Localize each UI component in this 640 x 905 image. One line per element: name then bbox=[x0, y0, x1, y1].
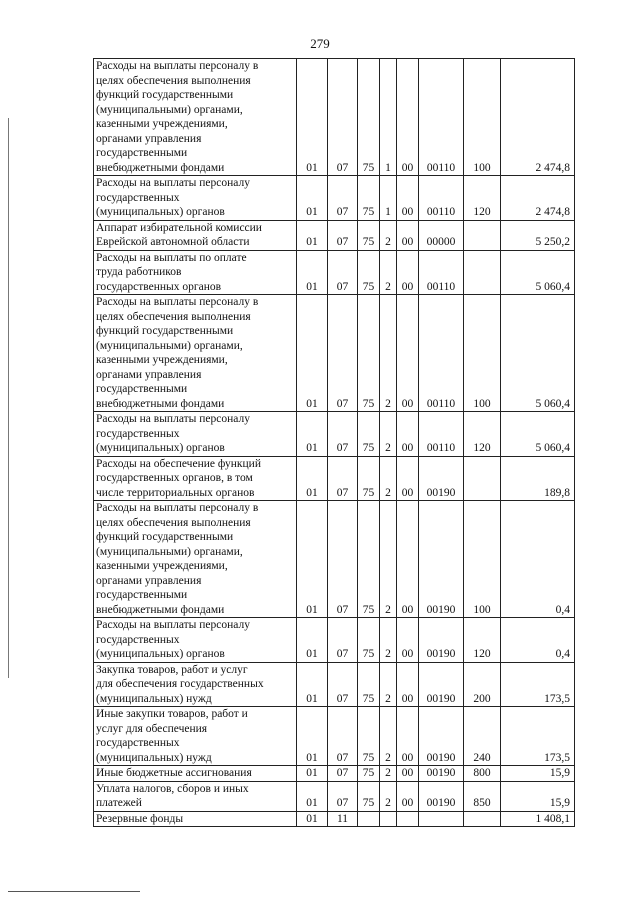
section-code: 01 bbox=[297, 456, 328, 501]
section-code: 01 bbox=[297, 295, 328, 412]
table-row bbox=[94, 811, 575, 827]
program-code: 75 bbox=[358, 250, 380, 295]
subsection-code: 07 bbox=[328, 456, 358, 501]
amount: 5 060,4 bbox=[501, 295, 575, 412]
section-code: 01 bbox=[297, 250, 328, 295]
subprogram-code: 1 bbox=[380, 176, 397, 221]
subsection-code: 07 bbox=[328, 220, 358, 250]
main-event-code: 00 bbox=[397, 501, 419, 618]
subprogram-code: 2 bbox=[380, 618, 397, 663]
row-name: Расходы на выплаты персоналу государственных (муниципальных) органов bbox=[94, 412, 297, 457]
table-row bbox=[94, 766, 575, 782]
amount: 0,4 bbox=[501, 501, 575, 618]
section-code: 01 bbox=[297, 176, 328, 221]
section-code: 01 bbox=[297, 766, 328, 782]
table-row bbox=[94, 176, 575, 221]
amount: 5 250,2 bbox=[501, 220, 575, 250]
program-code: 75 bbox=[358, 220, 380, 250]
table-row bbox=[94, 662, 575, 707]
program-code: 75 bbox=[358, 176, 380, 221]
subprogram-code: 2 bbox=[380, 766, 397, 782]
table-row bbox=[94, 781, 575, 811]
amount: 173,5 bbox=[501, 707, 575, 766]
direction-code: 00190 bbox=[419, 766, 464, 782]
program-code: 75 bbox=[358, 707, 380, 766]
direction-code: 00190 bbox=[419, 618, 464, 663]
table-row bbox=[94, 295, 575, 412]
subprogram-code: 2 bbox=[380, 250, 397, 295]
section-code: 01 bbox=[297, 811, 328, 827]
subprogram-code: 2 bbox=[380, 662, 397, 707]
subsection-code: 07 bbox=[328, 707, 358, 766]
subprogram-code: 2 bbox=[380, 295, 397, 412]
subsection-code: 07 bbox=[328, 781, 358, 811]
expense-type-code: 120 bbox=[464, 176, 501, 221]
direction-code: 00000 bbox=[419, 220, 464, 250]
subprogram-code: 2 bbox=[380, 456, 397, 501]
subprogram-code: 2 bbox=[380, 781, 397, 811]
main-event-code: 00 bbox=[397, 766, 419, 782]
row-name: Закупка товаров, работ и услуг для обеспечения государственных (муниципальных) нужд bbox=[94, 662, 297, 707]
amount: 5 060,4 bbox=[501, 412, 575, 457]
program-code: 75 bbox=[358, 501, 380, 618]
row-name: Расходы на выплаты персоналу государственных (муниципальных) органов bbox=[94, 176, 297, 221]
table-row bbox=[94, 59, 575, 176]
program-code: 75 bbox=[358, 662, 380, 707]
table-row bbox=[94, 412, 575, 457]
row-name: Иные закупки товаров, работ и услуг для обеспечения государственных (муниципальных) нужд bbox=[94, 707, 297, 766]
subsection-code: 07 bbox=[328, 501, 358, 618]
row-name: Расходы на выплаты персоналу в целях обеспечения выполнения функций государственными (муниципальными) органами, казенными учреждениями, органами управления государственными внебюджетными фондами bbox=[94, 295, 297, 412]
section-code: 01 bbox=[297, 501, 328, 618]
margin-line bbox=[8, 118, 9, 678]
amount: 2 474,8 bbox=[501, 59, 575, 176]
section-code: 01 bbox=[297, 618, 328, 663]
row-name: Аппарат избирательной комиссии Еврейской автономной области bbox=[94, 220, 297, 250]
direction-code: 00110 bbox=[419, 176, 464, 221]
main-event-code bbox=[397, 811, 419, 827]
program-code: 75 bbox=[358, 412, 380, 457]
subsection-code: 07 bbox=[328, 412, 358, 457]
amount: 15,9 bbox=[501, 781, 575, 811]
direction-code bbox=[419, 811, 464, 827]
expense-type-code: 120 bbox=[464, 618, 501, 663]
main-event-code: 00 bbox=[397, 250, 419, 295]
row-name: Расходы на выплаты персоналу в целях обеспечения выполнения функций государственными (муниципальными) органами, казенными учреждениями, органами управления государственными внебюджетными фондами bbox=[94, 59, 297, 176]
expense-type-code: 240 bbox=[464, 707, 501, 766]
expense-type-code: 800 bbox=[464, 766, 501, 782]
main-event-code: 00 bbox=[397, 412, 419, 457]
subsection-code: 07 bbox=[328, 766, 358, 782]
page-number: 279 bbox=[310, 36, 330, 51]
direction-code: 00110 bbox=[419, 295, 464, 412]
row-name: Иные бюджетные ассигнования bbox=[94, 766, 297, 782]
amount: 5 060,4 bbox=[501, 250, 575, 295]
row-name: Расходы на выплаты по оплате труда работников государственных органов bbox=[94, 250, 297, 295]
amount: 2 474,8 bbox=[501, 176, 575, 221]
amount: 1 408,1 bbox=[501, 811, 575, 827]
program-code: 75 bbox=[358, 781, 380, 811]
program-code: 75 bbox=[358, 59, 380, 176]
main-event-code: 00 bbox=[397, 456, 419, 501]
expense-type-code: 120 bbox=[464, 412, 501, 457]
expense-type-code bbox=[464, 220, 501, 250]
section-code: 01 bbox=[297, 781, 328, 811]
section-code: 01 bbox=[297, 59, 328, 176]
direction-code: 00190 bbox=[419, 456, 464, 501]
section-code: 01 bbox=[297, 220, 328, 250]
main-event-code: 00 bbox=[397, 295, 419, 412]
expense-type-code: 100 bbox=[464, 501, 501, 618]
expense-type-code: 850 bbox=[464, 781, 501, 811]
amount: 15,9 bbox=[501, 766, 575, 782]
subsection-code: 07 bbox=[328, 295, 358, 412]
direction-code: 00190 bbox=[419, 781, 464, 811]
row-name: Расходы на выплаты персоналу государственных (муниципальных) органов bbox=[94, 618, 297, 663]
subprogram-code bbox=[380, 811, 397, 827]
subsection-code: 07 bbox=[328, 59, 358, 176]
row-name: Расходы на выплаты персоналу в целях обеспечения выполнения функций государственными (муниципальными) органами, казенными учреждениями, органами управления государственными внебюджетными фондами bbox=[94, 501, 297, 618]
subprogram-code: 2 bbox=[380, 412, 397, 457]
main-event-code: 00 bbox=[397, 781, 419, 811]
main-event-code: 00 bbox=[397, 707, 419, 766]
row-name: Расходы на обеспечение функций государственных органов, в том числе территориальных органов bbox=[94, 456, 297, 501]
subsection-code: 07 bbox=[328, 250, 358, 295]
direction-code: 00190 bbox=[419, 707, 464, 766]
direction-code: 00110 bbox=[419, 59, 464, 176]
section-code: 01 bbox=[297, 662, 328, 707]
direction-code: 00190 bbox=[419, 501, 464, 618]
expense-type-code: 200 bbox=[464, 662, 501, 707]
subsection-code: 07 bbox=[328, 618, 358, 663]
section-code: 01 bbox=[297, 412, 328, 457]
footnote-separator bbox=[8, 891, 140, 892]
direction-code: 00110 bbox=[419, 250, 464, 295]
amount: 173,5 bbox=[501, 662, 575, 707]
budget-table bbox=[93, 58, 575, 827]
expense-type-code bbox=[464, 811, 501, 827]
amount: 0,4 bbox=[501, 618, 575, 663]
table-row bbox=[94, 618, 575, 663]
program-code bbox=[358, 811, 380, 827]
table-row bbox=[94, 456, 575, 501]
subsection-code: 07 bbox=[328, 662, 358, 707]
expense-type-code: 100 bbox=[464, 295, 501, 412]
section-code: 01 bbox=[297, 707, 328, 766]
amount: 189,8 bbox=[501, 456, 575, 501]
main-event-code: 00 bbox=[397, 618, 419, 663]
row-name: Уплата налогов, сборов и иных платежей bbox=[94, 781, 297, 811]
subsection-code: 11 bbox=[328, 811, 358, 827]
table-row bbox=[94, 220, 575, 250]
direction-code: 00190 bbox=[419, 662, 464, 707]
main-event-code: 00 bbox=[397, 59, 419, 176]
main-event-code: 00 bbox=[397, 662, 419, 707]
program-code: 75 bbox=[358, 766, 380, 782]
expense-type-code bbox=[464, 250, 501, 295]
program-code: 75 bbox=[358, 618, 380, 663]
expense-type-code bbox=[464, 456, 501, 501]
direction-code: 00110 bbox=[419, 412, 464, 457]
subprogram-code: 1 bbox=[380, 59, 397, 176]
expense-type-code: 100 bbox=[464, 59, 501, 176]
table-row bbox=[94, 250, 575, 295]
main-event-code: 00 bbox=[397, 176, 419, 221]
table-row bbox=[94, 501, 575, 618]
program-code: 75 bbox=[358, 295, 380, 412]
row-name: Резервные фонды bbox=[94, 811, 297, 827]
table-row bbox=[94, 707, 575, 766]
program-code: 75 bbox=[358, 456, 380, 501]
budget-table-body bbox=[94, 59, 575, 827]
subprogram-code: 2 bbox=[380, 501, 397, 618]
main-event-code: 00 bbox=[397, 220, 419, 250]
subprogram-code: 2 bbox=[380, 220, 397, 250]
subsection-code: 07 bbox=[328, 176, 358, 221]
subprogram-code: 2 bbox=[380, 707, 397, 766]
